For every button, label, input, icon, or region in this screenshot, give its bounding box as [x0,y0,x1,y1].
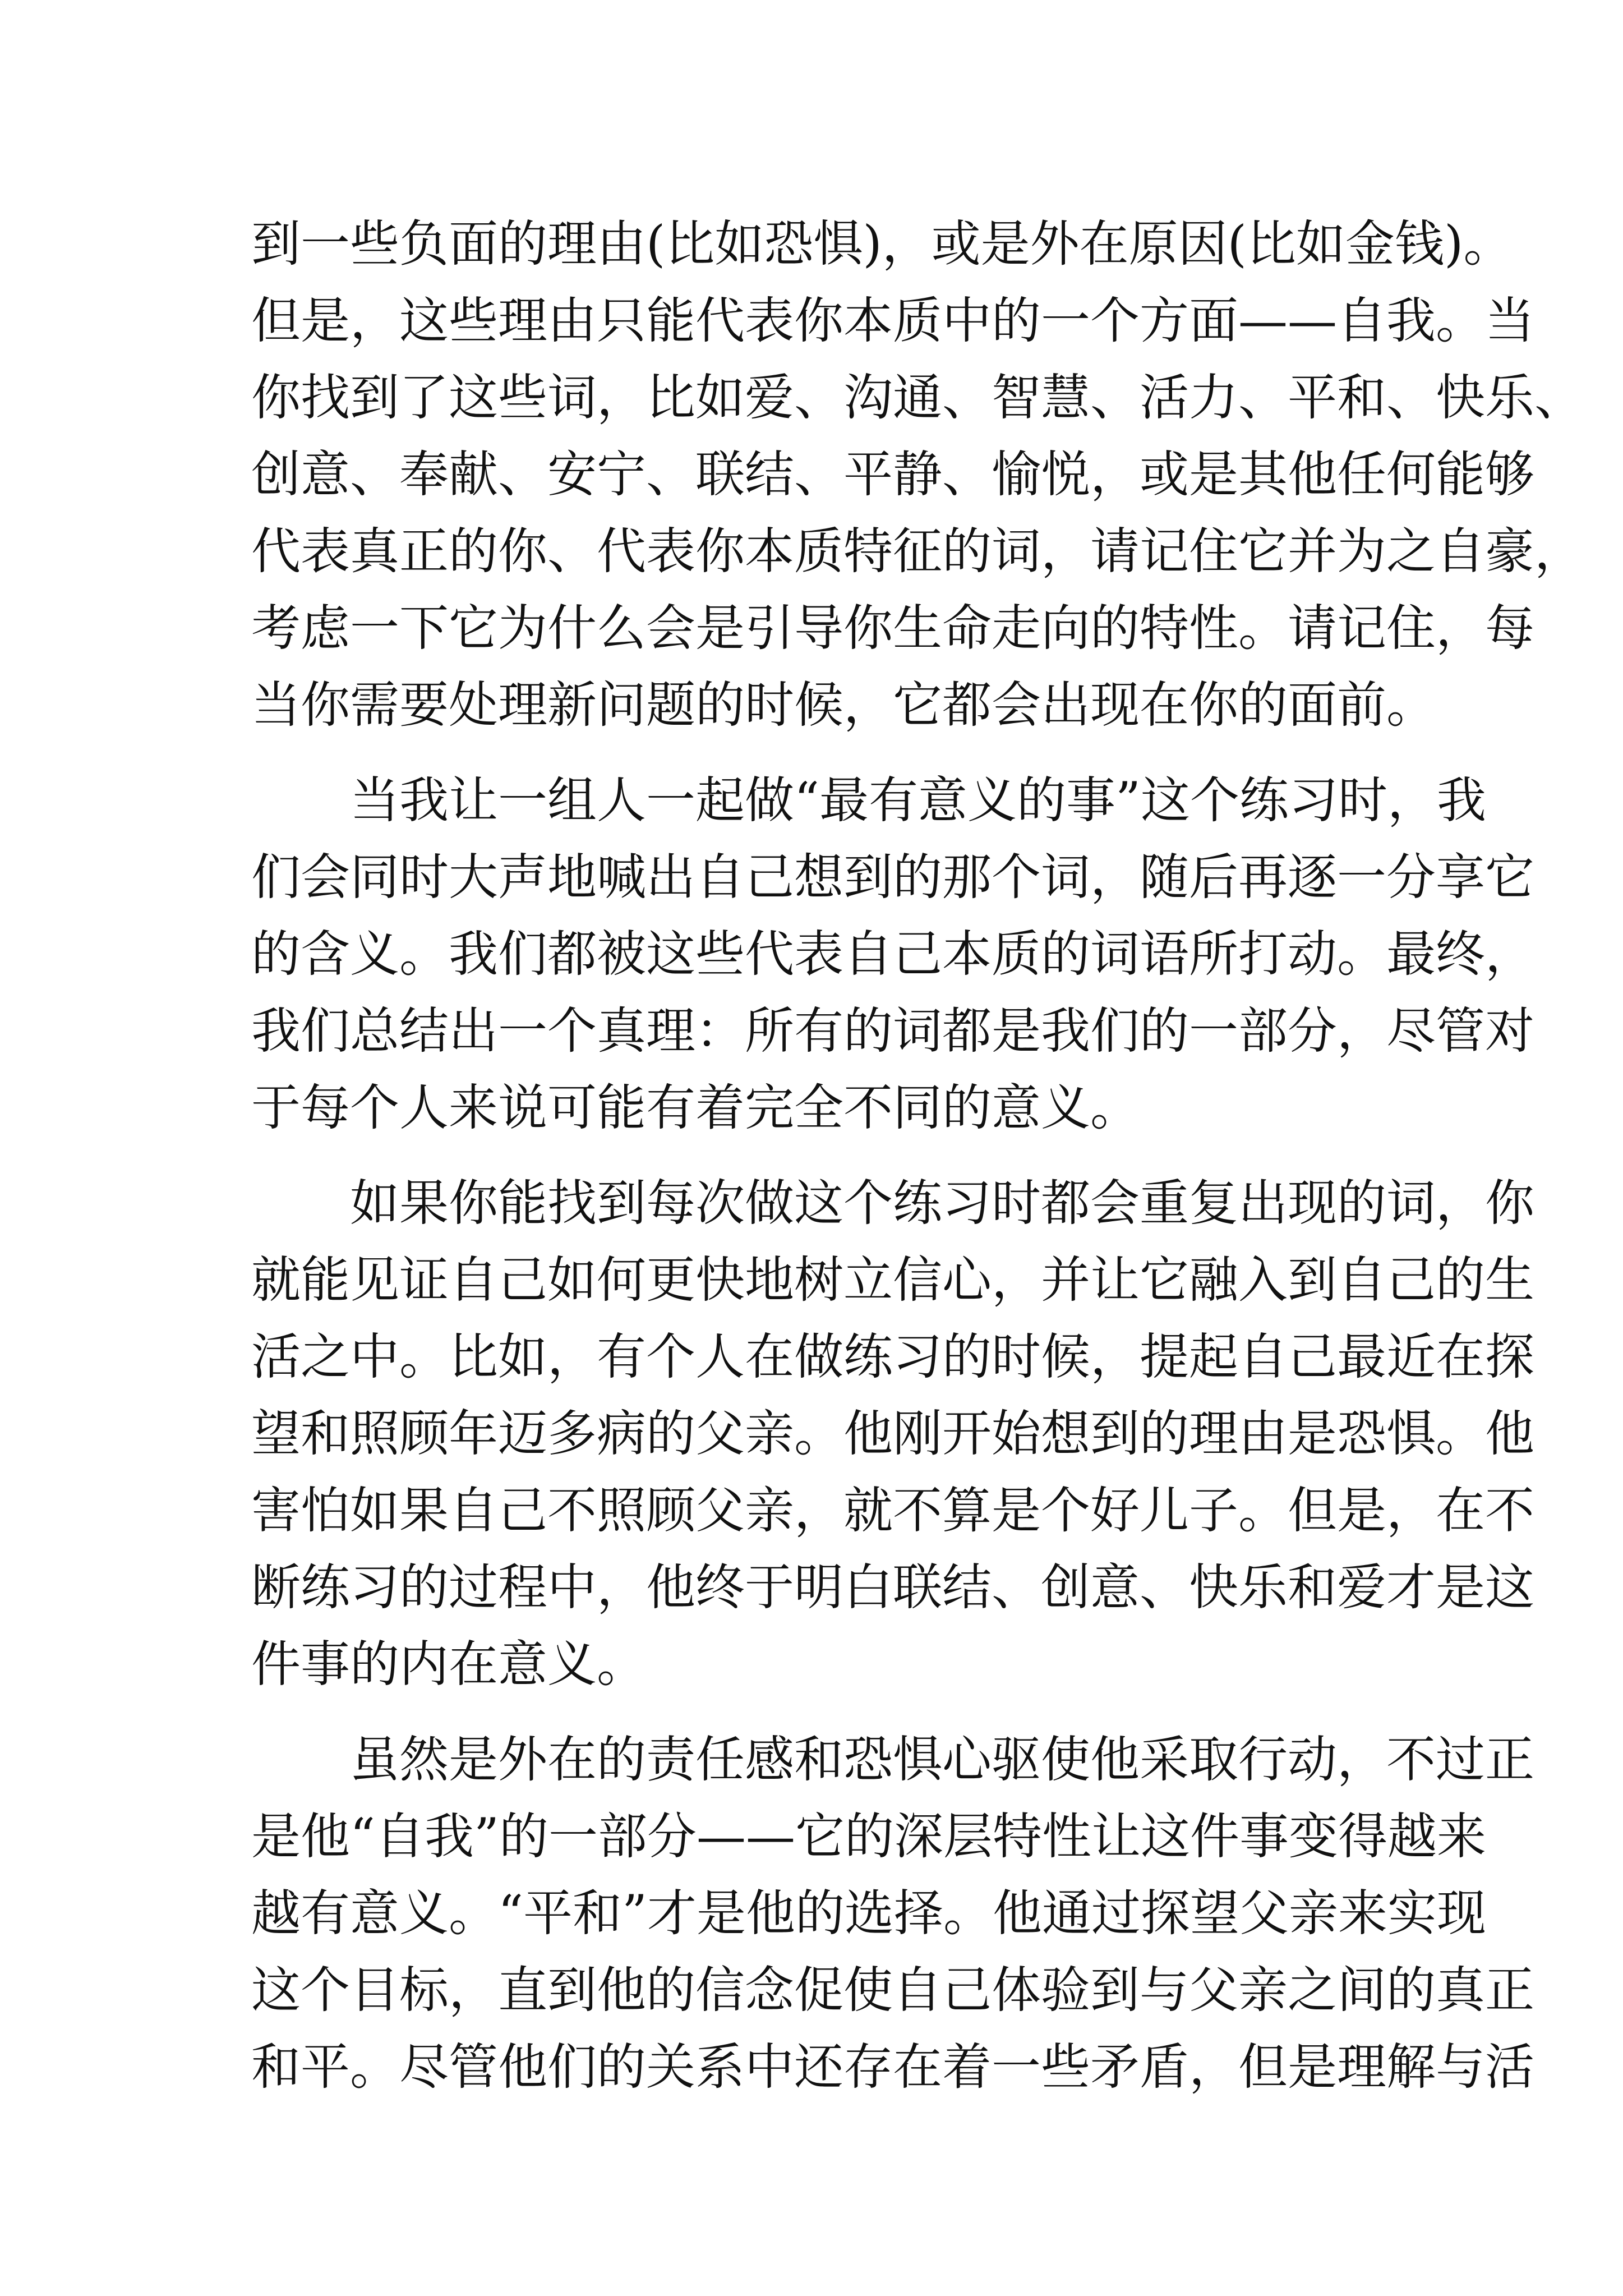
text-line: 越有意义。“平和”才是他的选择。他通过探望父亲来实现 [251,1884,1486,1942]
text-line: 当你需要处理新问题的时候，它都会出现在你的面前。 [251,676,1436,734]
text-line: 的含义。我们都被这些代表自己本质的词语所打动。最终， [251,925,1535,983]
text-line: 望和照顾年迈多病的父亲。他刚开始想到的理由是恐惧。他 [251,1405,1535,1462]
body-text [251,205,1584,2105]
text-line: 是他“自我”的一部分——它的深层特性让这件事变得越来 [251,1807,1486,1865]
text-line: 我们总结出一个真理：所有的词都是我们的一部分，尽管对 [251,1002,1535,1060]
paragraph-gap [251,1703,1390,1721]
text-line: 到一些负面的理由(比如恐惧)，或是外在原因(比如金钱)。 [251,215,1513,273]
paragraph [251,205,1584,743]
text-line: 害怕如果自己不照顾父亲，就不算是个好儿子。但是，在不 [251,1481,1535,1539]
text-line: 你找到了这些词，比如爱、沟通、智慧、活力、平和、快乐、 [251,369,1584,426]
paragraph-gap [251,743,1390,762]
text-line: 这个目标，直到他的信念促使自己体验到与父亲之间的真正 [251,1961,1535,2019]
paragraph [251,1165,1535,1703]
text-line: 于每个人来说可能有着完全不同的意义。 [251,1079,1140,1137]
text-line: 件事的内在意义。 [251,1635,647,1693]
text-line: 当我让一组人一起做“最有意义的事”这个练习时，我 [251,771,1486,829]
paragraph [251,762,1535,1146]
text-line: 如果你能找到每次做这个练习时都会重复出现的词，你 [251,1174,1535,1232]
text-line: 虽然是外在的责任感和恐惧心驱使他采取行动，不过正 [251,1731,1535,1788]
text-line: 就能见证自己如何更快地树立信心，并让它融入到自己的生 [251,1251,1535,1309]
text-line: 但是，这些理由只能代表你本质中的一个方面——自我。当 [251,292,1535,349]
text-line: 断练习的过程中，他终于明白联结、创意、快乐和爱才是这 [251,1558,1535,1616]
text-line: 们会同时大声地喊出自己想到的那个词，随后再逐一分享它 [251,848,1535,906]
text-line: 创意、奉献、安宁、联结、平静、愉悦，或是其他任何能够 [251,445,1535,503]
paragraph-gap [251,1146,1390,1165]
text-line: 代表真正的你、代表你本质特征的词，请记住它并为之自豪， [251,522,1584,580]
text-line: 考虑一下它为什么会是引导你生命走向的特性。请记住，每 [251,599,1535,657]
text-line: 和平。尽管他们的关系中还存在着一些矛盾，但是理解与活 [251,2038,1535,2096]
text-line: 活之中。比如，有个人在做练习的时候，提起自己最近在探 [251,1328,1535,1386]
paragraph [251,1721,1535,2105]
